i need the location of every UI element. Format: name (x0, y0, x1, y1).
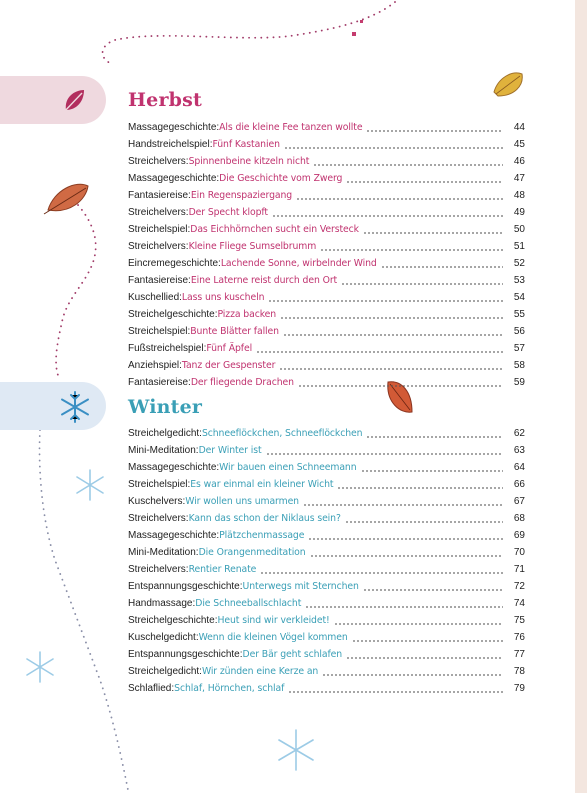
toc-leader-dots (361, 470, 503, 472)
toc-entry-title: Wir wollen uns umarmen (185, 496, 299, 507)
toc-leader-dots (298, 385, 503, 387)
toc-entry-title: Kann das schon der Niklaus sein? (188, 513, 341, 524)
toc-entry (128, 459, 525, 476)
snowflake-icon (27, 652, 53, 682)
toc-entry-page: 70 (513, 547, 525, 558)
toc-leader-dots (341, 283, 503, 285)
toc-entry-page: 45 (513, 139, 525, 150)
toc-entry-page: 57 (513, 343, 525, 354)
snowflake-icon (279, 730, 313, 770)
toc-entry-page: 71 (513, 564, 525, 575)
toc-entry-label: Streichelspiel: (128, 224, 191, 235)
toc-leader-dots (260, 572, 503, 574)
toc-entry-label: Eincremegeschichte: (128, 258, 221, 269)
toc-entry-title: Fünf Äpfel (206, 343, 253, 354)
toc-leader-dots (284, 147, 503, 149)
toc-entry-page: 49 (513, 207, 525, 218)
toc-entry-page: 75 (513, 615, 525, 626)
toc-leader-dots (345, 521, 503, 523)
toc-entry-label: Streichelgedicht: (128, 666, 202, 677)
toc-entry-label: Streichelgeschichte: (128, 309, 218, 320)
snowflake-icon (77, 470, 103, 500)
toc-entry-title: Wenn die kleinen Vögel kommen (198, 632, 348, 643)
toc-entry-page: 76 (513, 632, 525, 643)
toc-entry-title: Tanz der Gespenster (181, 360, 276, 371)
toc-entry-label: Kuschelgedicht: (128, 632, 199, 643)
toc-leader-dots (280, 317, 503, 319)
toc-entry-title: Die Geschichte vom Zwerg (219, 173, 343, 184)
toc-entry (128, 629, 525, 646)
toc-entry-label: Massagegeschichte: (128, 530, 220, 541)
toc-entry (128, 544, 525, 561)
toc-entry (128, 561, 525, 578)
toc-entry (128, 510, 525, 527)
toc-entry (128, 646, 525, 663)
toc-entry-page: 51 (513, 241, 525, 252)
toc-entry-page: 67 (513, 496, 525, 507)
toc-entry-label: Fantasiereise: (128, 190, 191, 201)
toc-entry-label: Streichelgeschichte: (128, 615, 218, 626)
toc-leader-dots (337, 487, 503, 489)
toc-leader-dots (313, 164, 503, 166)
toc-entry-title: Die Orangenmeditation (198, 547, 306, 558)
snowflake-icon (58, 390, 92, 424)
toc-entry-page: 55 (513, 309, 525, 320)
toc-leader-dots (266, 453, 503, 455)
toc-entry-page: 46 (513, 156, 525, 167)
toc-entry (128, 306, 525, 323)
toc-entry-title: Spinnenbeine kitzeln nicht (188, 156, 310, 167)
toc-entry-label: Streichelvers: (128, 564, 189, 575)
toc-entry-title: Die Schneeballschlacht (195, 598, 302, 609)
toc-entry-title: Der fliegende Drachen (190, 377, 294, 388)
toc-entry (128, 289, 525, 306)
section-tab-winter (0, 382, 106, 430)
toc-leader-dots (279, 368, 503, 370)
toc-entry (128, 527, 525, 544)
toc-entry-title: Ein Regenspaziergang (190, 190, 293, 201)
toc-entry-title: Schneeflöckchen, Schneeflöckchen (201, 428, 363, 439)
toc-entry-title: Der Specht klopft (188, 207, 268, 218)
toc-entry-title: Der Bär geht schlafen (242, 649, 343, 660)
toc-entry (128, 493, 525, 510)
toc-list-winter (128, 425, 525, 697)
toc-entry-page: 69 (513, 530, 525, 541)
toc-entry-label: Handmassage: (128, 598, 196, 609)
toc-entry-label: Fantasiereise: (128, 275, 191, 286)
toc-entry-label: Kuschellied: (128, 292, 182, 303)
toc-entry (128, 119, 525, 136)
toc-leader-dots (305, 606, 503, 608)
toc-entry-page: 77 (513, 649, 525, 660)
toc-entry (128, 374, 525, 391)
toc-leader-dots (308, 538, 503, 540)
toc-entry-page: 47 (513, 173, 525, 184)
toc-entry-label: Fußstreichelspiel: (128, 343, 207, 354)
toc-entry-page: 78 (513, 666, 525, 677)
toc-entry-title: Schlaf, Hörnchen, schlaf (174, 683, 285, 694)
toc-entry-title: Unterwegs mit Sternchen (242, 581, 359, 592)
toc-entry-label: Streichelvers: (128, 207, 189, 218)
toc-entry (128, 612, 525, 629)
toc-entry-page: 53 (513, 275, 525, 286)
toc-entry-label: Kuschelvers: (128, 496, 186, 507)
toc-entry-title: Pizza backen (217, 309, 277, 320)
toc-entry-label: Massagegeschichte: (128, 122, 220, 133)
toc-entry (128, 663, 525, 680)
toc-leader-dots (310, 555, 503, 557)
toc-entry-page: 59 (513, 377, 525, 388)
toc-entry-page: 74 (513, 598, 525, 609)
toc-entry-title: Bunte Blätter fallen (190, 326, 279, 337)
toc-entry-page: 62 (513, 428, 525, 439)
toc-entry-title: Lass uns kuscheln (181, 292, 265, 303)
toc-entry (128, 238, 525, 255)
toc-entry (128, 340, 525, 357)
toc-entry-label: Fantasiereise: (128, 377, 191, 388)
toc-leader-dots (366, 130, 503, 132)
toc-entry (128, 136, 525, 153)
toc-leader-dots (256, 351, 503, 353)
toc-entry (128, 255, 525, 272)
section-title-herbst: Herbst (128, 89, 203, 111)
toc-entry (128, 425, 525, 442)
toc-entry (128, 680, 525, 697)
toc-entry-title: Als die kleine Fee tanzen wollte (219, 122, 363, 133)
toc-entry (128, 357, 525, 374)
toc-entry-title: Lachende Sonne, wirbelnder Wind (220, 258, 377, 269)
toc-entry-page: 66 (513, 479, 525, 490)
toc-leader-dots (288, 691, 503, 693)
toc-entry-title: Eine Laterne reist durch den Ort (190, 275, 338, 286)
toc-entry-title: Es war einmal ein kleiner Wicht (190, 479, 334, 490)
toc-entry (128, 170, 525, 187)
toc-leader-dots (322, 674, 503, 676)
toc-leader-dots (303, 504, 503, 506)
toc-leader-dots (366, 436, 503, 438)
toc-entry-page: 50 (513, 224, 525, 235)
toc-entry-label: Anziehspiel: (128, 360, 182, 371)
toc-entry-page: 54 (513, 292, 525, 303)
toc-entry-page: 52 (513, 258, 525, 269)
toc-entry-title: Heut sind wir verkleidet! (217, 615, 330, 626)
toc-entry (128, 442, 525, 459)
toc-entry-label: Massagegeschichte: (128, 462, 220, 473)
toc-entry (128, 221, 525, 238)
toc-entry-page: 58 (513, 360, 525, 371)
toc-entry-label: Mini-Meditation: (128, 547, 199, 558)
toc-entry-label: Entspannungsgeschichte: (128, 581, 243, 592)
toc-entry-title: Wir zünden eine Kerze an (201, 666, 319, 677)
toc-entry-page: 64 (513, 462, 525, 473)
toc-leader-dots (363, 232, 503, 234)
toc-entry-page: 56 (513, 326, 525, 337)
toc-entry-label: Streichelspiel: (128, 479, 191, 490)
toc-entry-page: 79 (513, 683, 525, 694)
toc-entry-page: 72 (513, 581, 525, 592)
toc-entry-title: Rentier Renate (188, 564, 257, 575)
toc-entry-title: Wir bauen einen Schneemann (219, 462, 357, 473)
toc-leader-dots (346, 181, 503, 183)
toc-entry-label: Streichelvers: (128, 241, 189, 252)
toc-entry (128, 595, 525, 612)
toc-leader-dots (346, 657, 503, 659)
toc-leader-dots (363, 589, 503, 591)
toc-entry-label: Mini-Meditation: (128, 445, 199, 456)
leaf-icon (58, 84, 90, 116)
toc-leader-dots (320, 249, 503, 251)
toc-entry (128, 204, 525, 221)
toc-entry-page: 68 (513, 513, 525, 524)
toc-leader-dots (352, 640, 503, 642)
toc-entry (128, 153, 525, 170)
toc-entry-page: 63 (513, 445, 525, 456)
toc-entry-label: Streichelvers: (128, 156, 189, 167)
toc-entry-title: Kleine Fliege Sumselbrumm (188, 241, 317, 252)
toc-entry (128, 578, 525, 595)
toc-entry-title: Plätzchenmassage (219, 530, 305, 541)
toc-entry (128, 323, 525, 340)
toc-leader-dots (268, 300, 503, 302)
toc-leader-dots (334, 623, 503, 625)
toc-leader-dots (272, 215, 503, 217)
toc-leader-dots (296, 198, 503, 200)
toc-entry (128, 187, 525, 204)
toc-entry-label: Handstreichelspiel: (128, 139, 213, 150)
toc-entry-label: Entspannungsgeschichte: (128, 649, 243, 660)
toc-entry (128, 476, 525, 493)
section-title-winter: Winter (128, 396, 203, 418)
toc-entry-title: Fünf Kastanien (212, 139, 280, 150)
toc-entry-title: Der Winter ist (198, 445, 262, 456)
toc-entry-label: Streichelgedicht: (128, 428, 202, 439)
toc-entry-page: 44 (513, 122, 525, 133)
toc-entry (128, 272, 525, 289)
toc-entry-page: 48 (513, 190, 525, 201)
toc-leader-dots (381, 266, 503, 268)
toc-entry-label: Streichelspiel: (128, 326, 191, 337)
toc-entry-label: Streichelvers: (128, 513, 189, 524)
toc-leader-dots (283, 334, 503, 336)
leaf-icon (494, 73, 522, 96)
toc-entry-title: Das Eichhörnchen sucht ein Versteck (190, 224, 359, 235)
toc-entry-label: Massagegeschichte: (128, 173, 220, 184)
section-tab-herbst (0, 76, 106, 124)
toc-list-herbst (128, 119, 525, 391)
toc-entry-label: Schlaflied: (128, 683, 175, 694)
